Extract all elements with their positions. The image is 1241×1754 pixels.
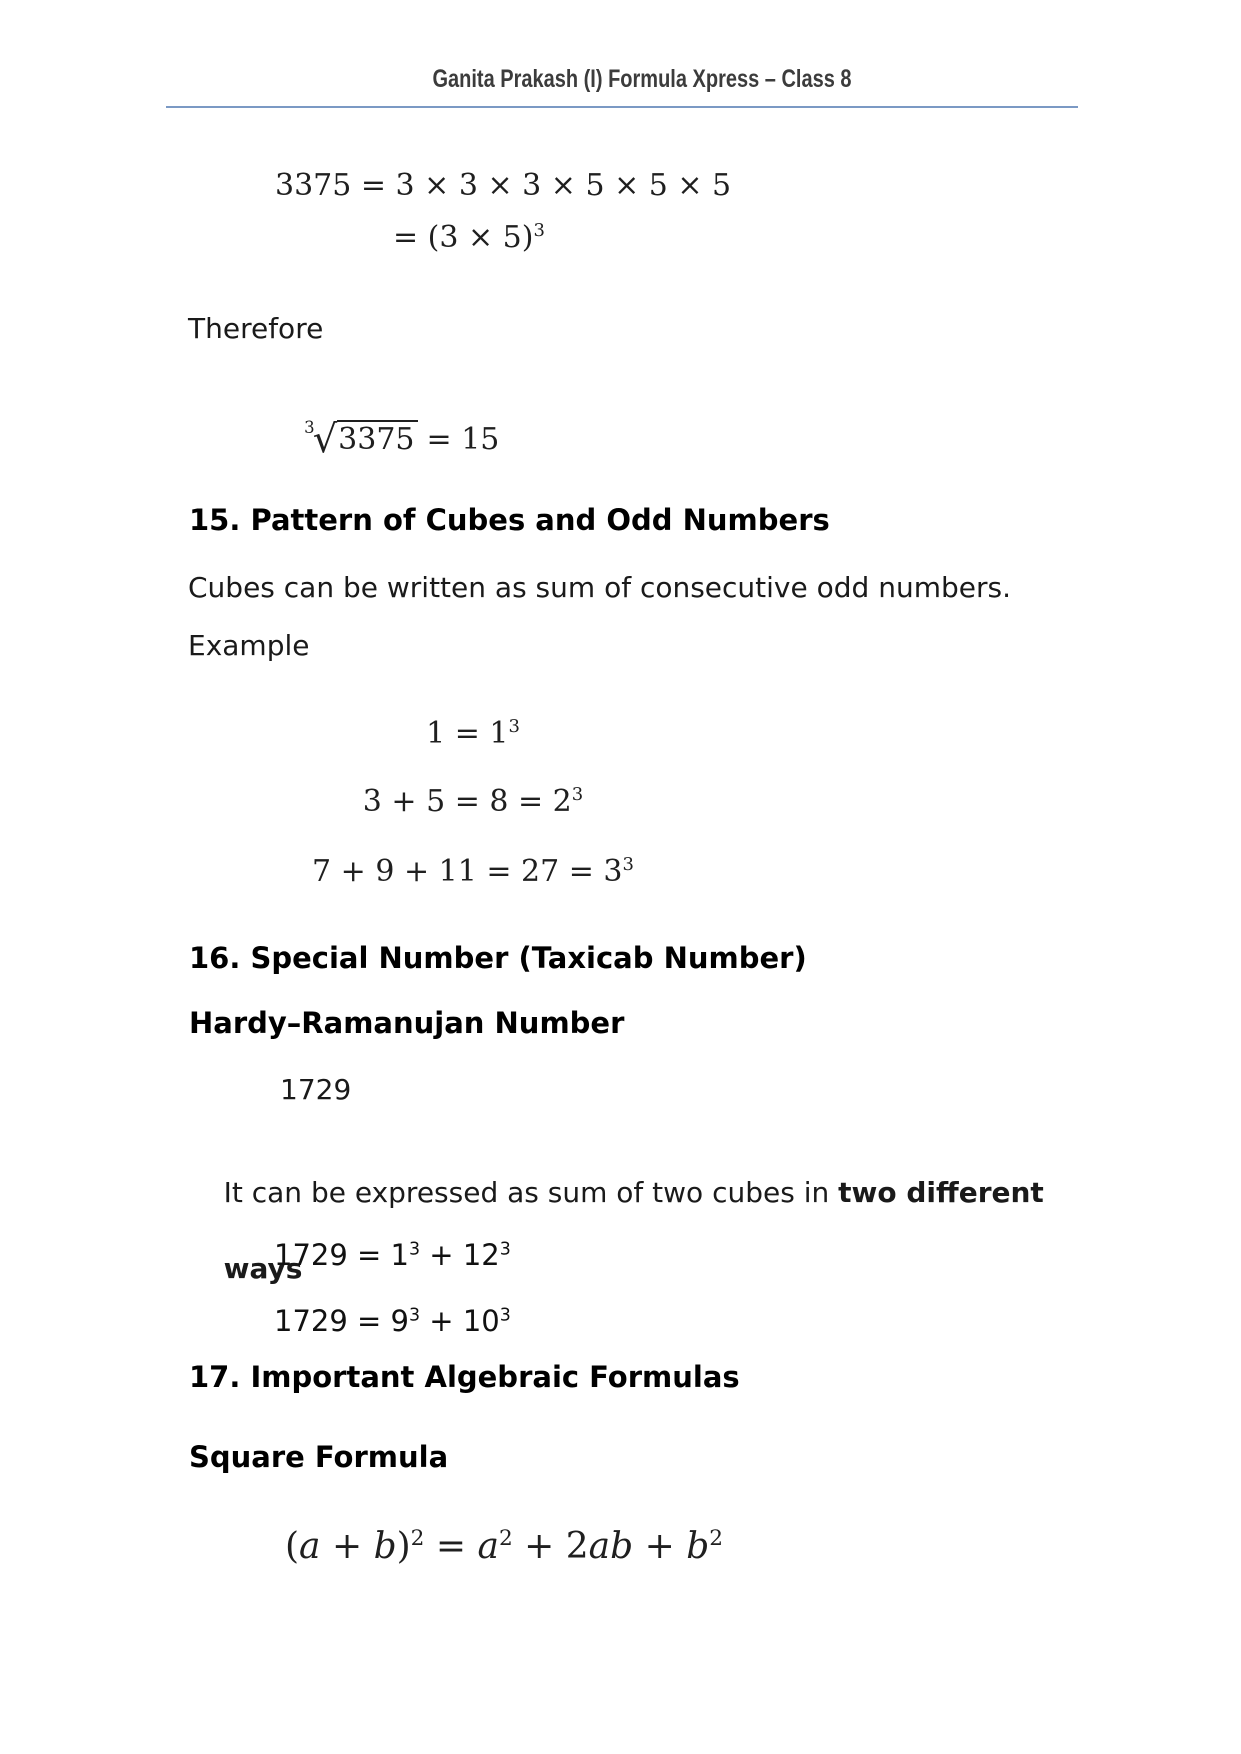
section-15-heading: 15. Pattern of Cubes and Odd Numbers	[189, 503, 830, 537]
page-title: Ganita Prakash (I) Formula Xpress – Class 8	[432, 65, 852, 93]
section-16-body-bold-2: ways	[223, 1252, 303, 1285]
cube-power-equation: = $(3 \times 5)^3$	[393, 220, 545, 255]
section-16-body	[188, 1136, 1088, 1326]
cube-root-equation	[266, 386, 499, 494]
square-formula-subheading: Square Formula	[189, 1440, 449, 1474]
header-divider	[166, 106, 1078, 108]
prime-factorization-equation: 3375 = 3 × 3 × 3 × 5 × 5 × 5	[275, 168, 732, 203]
taxicab-equation-1: $1729 = 1^3 + 12^3$	[274, 1238, 511, 1272]
hardy-ramanujan-subheading: Hardy–Ramanujan Number	[189, 1006, 625, 1040]
section-16-body-bold-1: two different	[838, 1176, 1044, 1209]
taxicab-equation-2: $1729 = 9^3 + 10^3$	[274, 1304, 511, 1338]
odd-sum-equation-3: $7 + 9 + 11 = 27 = 3^3$	[312, 854, 634, 889]
section-16-body-regular: It can be expressed as sum of two cubes in	[223, 1176, 839, 1209]
example-label: Example	[188, 629, 310, 662]
radicand: 3375	[337, 420, 417, 457]
section-16-heading: 16. Special Number (Taxicab Number)	[189, 941, 807, 975]
section-17-heading: 17. Important Algebraic Formulas	[189, 1360, 740, 1394]
section-15-body: Cubes can be written as sum of consecutive odd numbers.	[188, 571, 1011, 604]
square-expansion-formula: $(a + b)^2 = a^2 + 2ab + b^2$	[285, 1526, 724, 1567]
odd-sum-equation-2: $3 + 5 = 8 = 2^3$	[362, 784, 584, 819]
radical-sign-icon: √	[312, 417, 338, 463]
therefore-text: Therefore	[188, 312, 324, 345]
root-result: = 15	[426, 422, 500, 457]
taxicab-number: 1729	[280, 1073, 352, 1106]
odd-sum-equation-1: $1 = 1^3$	[426, 716, 520, 751]
root-index: 3	[304, 418, 315, 438]
